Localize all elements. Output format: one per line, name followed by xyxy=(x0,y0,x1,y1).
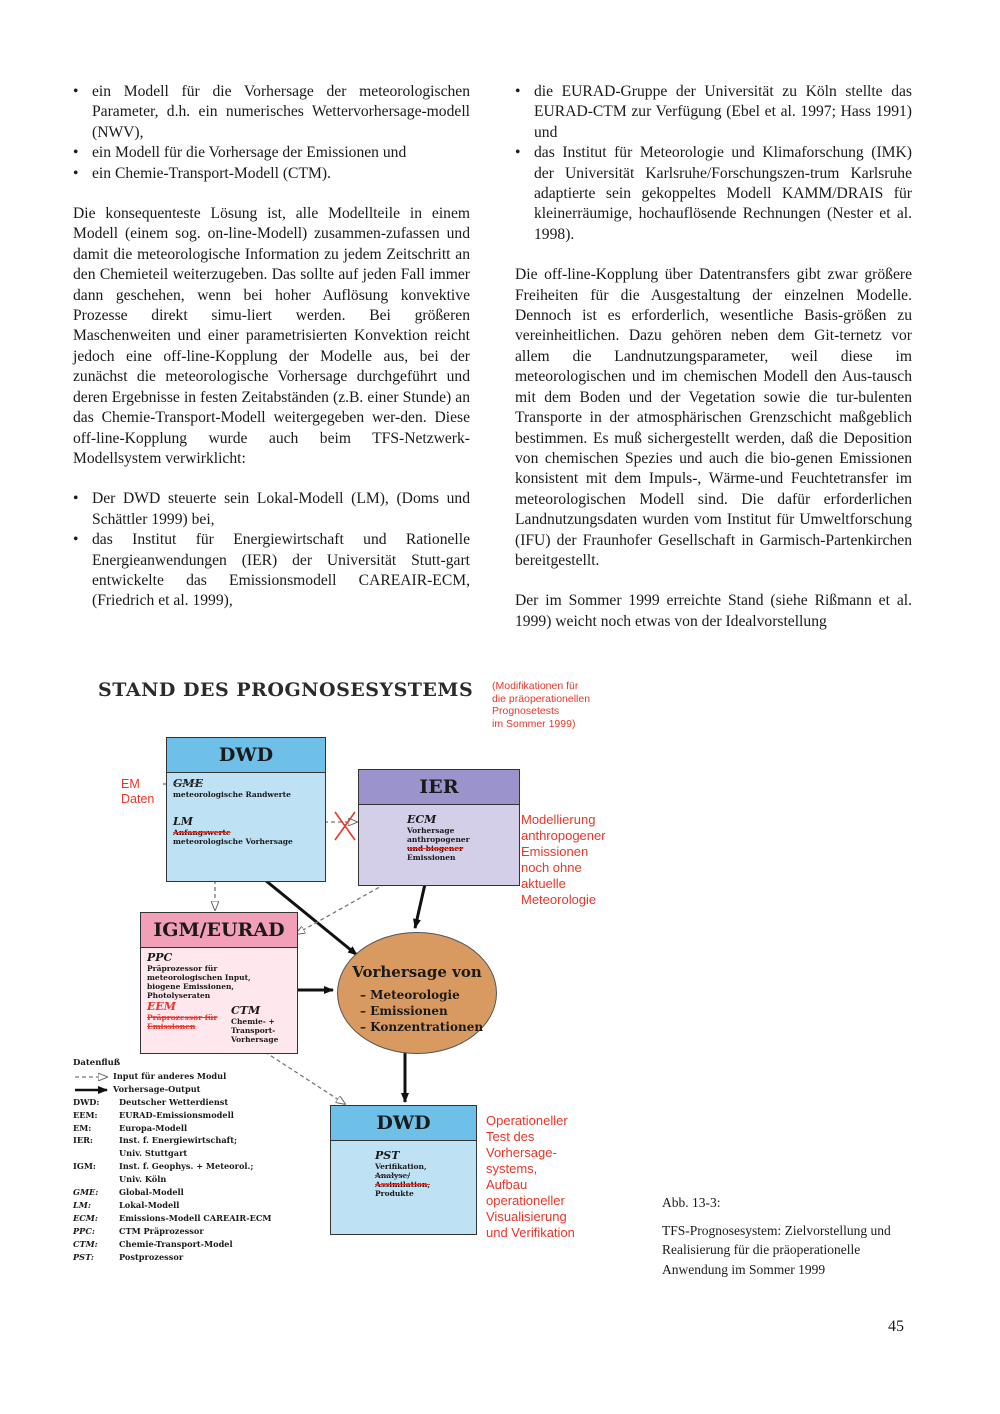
page-number: 45 xyxy=(888,1318,904,1335)
arrow-ier-to-forecast xyxy=(415,884,425,928)
paragraph: Die off-line-Kopplung über Datentransfers gibt zwar größere Freiheiten für die Ausgestaltung der einzelnen Modelle. Dennoch ist es erforderlich, wesentliche Basis-größen zu vereinheitlichen. Dazu gehören neben dem Git-ternetz vor allem die Landnutzungsparameter, weil diese im meteorologischen und im chemischen Modell den Aus-tausch mit dem Boden und der Vegetation sowie die tur-bulenten Transporte in der atmosphärischen Grenzschicht maßgeblich bestimmen. Es muß sichergestellt werden, daß die Deposition von chemischen Spezies und auch die bio-genen Emissionen konsistent mit dem Impuls-, Wärme-und Feuchtetransfer im meteorologischen Modell sind. Die dafür erforderlichen Landnutzungsdaten wurden vom Institut für Umweltforschung (IFU) der Fraunhofer Gesellschaft in Garmisch-Partenkirchen bereitgestellt. xyxy=(515,266,912,569)
legend-abbr: PST: xyxy=(73,1251,94,1262)
legend-text: Emissions-Modell CAREAIR-ECM xyxy=(119,1212,272,1223)
caption-text: TFS-Prognosesystem: Zielvorstellung und Realisierung für die präoperationelle Anwendung im Sommer 1999 xyxy=(662,1222,891,1277)
contributor-list xyxy=(73,489,470,611)
list-item: • das Institut für Energiewirtschaft und Rationelle Energieanwendungen (IER) der Universität Stutt-gart entwickelte das Emissionsmodell CAREAIR-ECM, (Friedrich et al. 1999), xyxy=(73,530,470,612)
lm-label: LM xyxy=(173,815,193,828)
igm-eurad-box xyxy=(140,912,298,1054)
em-data-label: EM Daten xyxy=(121,777,155,806)
list-item: • ein Chemie-Transport-Modell (CTM). xyxy=(73,164,470,184)
pst-line: Produkte xyxy=(375,1189,414,1198)
caption-label: Abb. 13-3: xyxy=(662,1195,721,1210)
ppc-description: Präprozessor für meteorologischen Input, biogene Emissionen, Photolyseraten xyxy=(147,964,251,1000)
ecm-label: ECM xyxy=(407,813,437,826)
legend-text: Postprozessor xyxy=(119,1251,184,1262)
lm-struck-text: Anfangswerte xyxy=(173,828,231,837)
paragraph: Die konsequenteste Lösung ist, alle Modellteile in einem Modell (einem sog. on-line-Modell) zusammen-zufassen und damit die meteorologische Information zu jedem Zeitschritt an den Chemieteil weiterzugeben. Das sollte auf jeden Fall immer dann geschehen, wenn bei hoher Auflösung konvektive Prozesse direkt simu-liert werden. Bei größeren Maschenweiten und einer parametrisierten Konvektion reicht jedoch eine off-line-Kopplung der Modelle aus, bei der zunächst die meteorologische Vorhersage durchgeführt und deren Ergebnisse in festen Zeitabständen (z.B. einer Stunde) an das Chemie-Transport-Modell weitergegeben wer-den. Diese off-line-Kopplung wurde auch beim TFS-Netzwerk-Modellsystem verwirklicht: xyxy=(73,205,470,467)
legend-abbr: DWD: xyxy=(73,1096,100,1107)
box-header: DWD xyxy=(167,738,325,773)
ctm-label: CTM xyxy=(231,1004,261,1017)
left-column xyxy=(73,82,470,612)
ier-box xyxy=(358,769,520,886)
right-column xyxy=(515,82,912,632)
pst-struck-text: Assimilation, xyxy=(375,1180,430,1189)
forecast-items: – Meteorologie – Emissionen – Konzentrationen xyxy=(360,988,484,1034)
forecast-ellipse xyxy=(337,932,497,1054)
dwd-box-top xyxy=(166,737,326,882)
forecast-title: Vorhersage von xyxy=(352,963,482,981)
legend-abbr: LM: xyxy=(73,1199,91,1210)
list-item: • das Institut für Meteorologie und Klimaforschung (IMK) der Universität Karlsruhe/Forschungszen-trum Karlsruhe adaptierte sein gekoppeltes Modell KAMM/DRAIS für kleinerräumige, hochauflösende Rechnungen (Nester et al. 1998). xyxy=(515,143,912,245)
legend-text: Inst. f. Energiewirtschaft; xyxy=(119,1135,237,1146)
paragraph: Der im Sommer 1999 erreichte Stand (siehe Rißmann et al. 1999) weicht noch etwas von der Idealvorstellung xyxy=(515,592,912,630)
ier-line: Emissionen xyxy=(407,853,456,862)
ier-line: anthropogener xyxy=(407,835,470,844)
ctm-description: Chemie- + Transport- Vorhersage xyxy=(231,1017,279,1044)
dashed-ier-to-igm xyxy=(296,884,385,934)
dashed-igm-to-dwd xyxy=(265,1052,345,1104)
ppc-label: PPC xyxy=(147,951,173,964)
legend-text: Univ. Stuttgart xyxy=(119,1148,188,1159)
ier-struck-text: und biogener xyxy=(407,844,464,853)
operational-note: Operationeller Test des Vorhersage- systems, Aufbau operationeller Visualisierung und Verifikation xyxy=(486,1113,575,1240)
modelling-note: Modellierung anthropogener Emissionen noch ohne aktuelle Meteorologie xyxy=(521,812,606,907)
pst-line: Verifikation, xyxy=(375,1162,427,1171)
list-item: • Der DWD steuerte sein Lokal-Modell (LM), (Doms und Schättler 1999) bei, xyxy=(73,489,470,530)
pst-struck-text: Analyse/ xyxy=(375,1171,411,1180)
gme-description: meteorologische Randwerte xyxy=(173,790,291,799)
diagram-title: STAND DES PROGNOSESYSTEMS xyxy=(98,679,474,701)
diagram-legend xyxy=(73,1057,271,1264)
modifications-note: (Modifikationen für die präoperationellen Prognosetests im Sommer 1999) xyxy=(492,680,591,730)
legend-text: Europa-Modell xyxy=(119,1122,188,1133)
legend-text: Deutscher Wetterdienst xyxy=(119,1096,229,1107)
box-header: DWD xyxy=(331,1106,476,1141)
legend-abbr: CTM: xyxy=(73,1238,98,1249)
legend-text: Chemie-Transport-Model xyxy=(119,1238,233,1249)
lm-description: meteorologische Vorhersage xyxy=(173,837,293,846)
legend-abbr: IGM: xyxy=(73,1161,96,1172)
legend-abbr: IER: xyxy=(73,1135,93,1146)
forecast-system-diagram xyxy=(65,672,645,1297)
legend-abbr: ECM: xyxy=(73,1212,98,1223)
legend-output-flow: Vorhersage-Output xyxy=(113,1083,201,1094)
legend-abbr: PPC: xyxy=(73,1225,95,1236)
box-header: IGM/EURAD xyxy=(141,913,297,948)
legend-input-flow: Input für anderes Modul xyxy=(113,1070,227,1081)
eem-label: EEM xyxy=(147,1000,176,1013)
list-item: • ein Modell für die Vorhersage der Emissionen und xyxy=(73,143,470,163)
eem-description: Präprozessor für Emissionen xyxy=(147,1013,218,1031)
legend-abbr: EEM: xyxy=(73,1109,98,1120)
list-item: • ein Modell für die Vorhersage der meteorologischen Parameter, d.h. ein numerisches Wettervorhersage-modell (NWV), xyxy=(73,82,470,143)
contributor-list-continued xyxy=(515,82,912,245)
legend-abbr xyxy=(73,1173,119,1186)
model-list xyxy=(73,82,470,184)
pst-label: PST xyxy=(375,1149,400,1162)
list-item: • die EURAD-Gruppe der Universität zu Köln stellte das EURAD-CTM zur Verfügung (Ebel et al. 1997; Hass 1991) und xyxy=(515,82,912,143)
gme-label: GME xyxy=(173,777,203,790)
legend-text: Lokal-Modell xyxy=(119,1199,180,1210)
legend-text: Univ. Köln xyxy=(119,1174,167,1185)
dwd-box-bottom xyxy=(330,1105,477,1235)
legend-text: Inst. f. Geophys. + Meteorol.; xyxy=(119,1161,254,1172)
legend-abbr xyxy=(73,1147,119,1160)
ier-line: Vorhersage xyxy=(407,826,455,835)
legend-abbr: EM: xyxy=(73,1122,92,1133)
legend-text: Global-Modell xyxy=(119,1187,184,1198)
legend-text: CTM Präprozessor xyxy=(119,1225,204,1236)
legend-text: EURAD-Emissionsmodell xyxy=(119,1109,234,1120)
box-header: IER xyxy=(359,770,519,805)
legend-abbr: GME: xyxy=(73,1187,99,1198)
legend-heading: Datenfluß xyxy=(73,1058,121,1068)
figure-caption xyxy=(662,1193,902,1279)
